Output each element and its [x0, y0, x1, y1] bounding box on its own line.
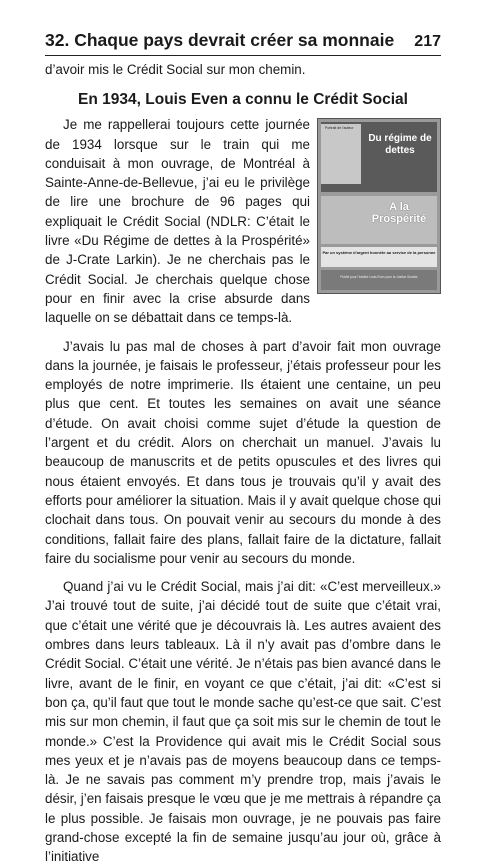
paragraph-2: J’avais lu pas mal de choses à part d’avoir fait mon ouvrage dans la journée, je faisais le professeur, j’étais professeur pour les employés de notre imprimerie. Ils étaient une centaine, un peu plus que cent. Et toutes les semaines on avait une séance d’étude. On avait choisi comme sujet d’étude la question de l’argent et du crédit. Alors on cherchait un manuel. J’avais lu beaucoup de manuscrits et de petits opuscules et des livres qui nous étaient envoyés. Et dans tous je trouvais qu’il y avait des efforts pour améliorer la situation. Mais il y avait quelque chose qui clochait dans tous. On pouvait venir au secours du monde à des conditions, fallait faire des plans, fallait faire de la dictature, fallait faire du socialisme pour venir au secours du monde. [45, 338, 441, 566]
section-title: En 1934, Louis Even a connu le Crédit Social [78, 91, 408, 109]
book-title-part2: A la Prospérité [371, 201, 427, 226]
running-header [45, 30, 441, 56]
intro-line: d’avoir mis le Crédit Social sur mon chemin. [45, 62, 306, 77]
book-title-part1: Du régime de dettes [368, 133, 432, 157]
paragraph-1: Je me rappellerai toujours cette journée de 1934 lorsque sur le train qui me conduisait à mon ouvrage, de Montréal à Sainte-Anne-de-Bellevue, j’ai eu le privilège de lire une brochure de 96 pages qui expliquait le Crédit Social (NDLR: C’était le livre «Du Régime de dettes à la Prospérité» de J-Crate Larkin). Je ne cherchais pas le Crédit Social. Je cherchais quelque chose pour en finir avec la crise absurde dans laquelle on se débattait dans ce temps-là. [45, 117, 310, 326]
book-page [45, 30, 441, 867]
paragraph-3: Quand j’ai vu le Crédit Social, mais j’ai dit: «C’est merveilleux.» J’ai trouvé tout de suite, j’ai décidé tout de suite que c’était vrai, que c’était une vérité que je découvrais là. Les autres avaient des ombres dans leurs tableaux. Là il n’y avait pas d’ombre dans le Crédit Social. C’était une vérité. Je n’étais pas bien avancé dans le livre, avant de le finir, en voyant ce que c’était, j’ai dit: «C’est si bon ça, qu’il faut que tout le monde sache qu’est-ce que sait. C’est mis sur mon chemin, il faut que ça soit mis sur le chemin de tout le monde.» C’est la Providence qui avait mis le Crédit Social sous mes yeux et je n’avais pas de moyens beaucoup dans ce temps-là. Je ne savais pas comment m’y prendre trop, mais j’avais le désir, j’en faisais presque le vœu que je me mettrais à répandre ça le plus possible. Je faisais mon ouvrage, je ne pouvais pas faire grand-chose excepté la fin de semaine jusqu’au jour où, grâce à l’initiative [45, 579, 441, 865]
book-subtitle: Par un système d'argent honnête au service de la personne [321, 247, 437, 267]
author-photo: Portrait de l'auteur [321, 124, 361, 184]
page-number: 217 [414, 33, 441, 50]
book-footer: Publié pour l'Institut Louis Even pour la Justice Sociale [321, 270, 437, 290]
chapter-title: 32. Chaque pays devrait créer sa monnaie [45, 30, 395, 50]
book-cover-image [317, 118, 441, 294]
